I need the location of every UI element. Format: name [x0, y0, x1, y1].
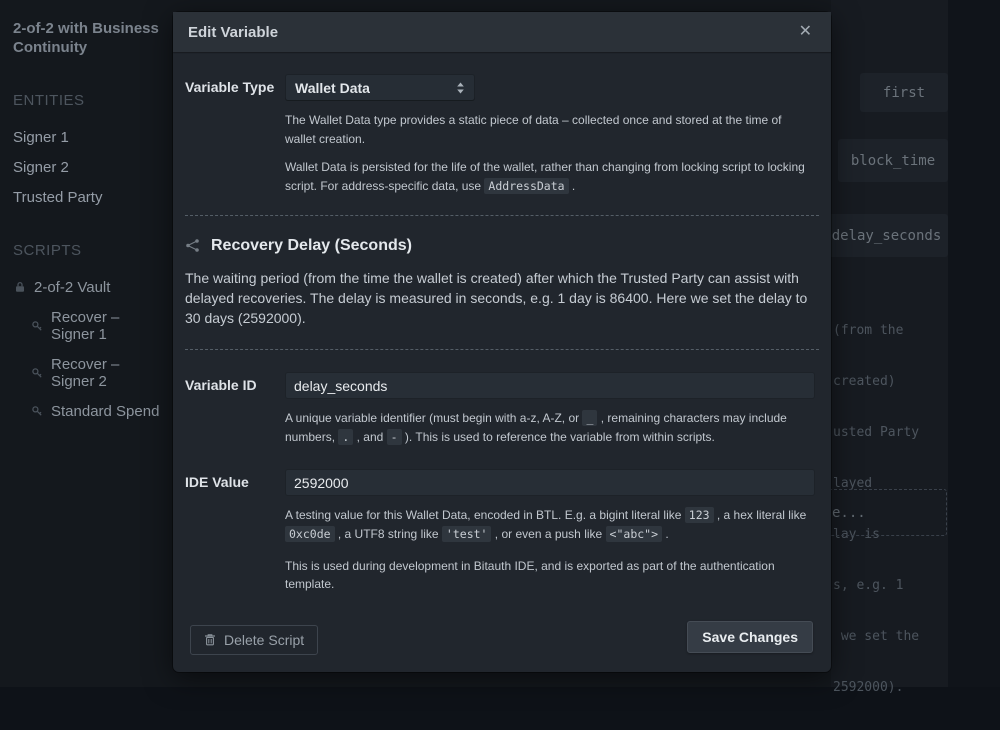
edit-variable-dialog [173, 12, 831, 672]
close-icon[interactable]: ✕ [795, 20, 816, 44]
entities-section-header: ENTITIES [13, 91, 85, 109]
section-divider-bottom [185, 349, 819, 350]
add-item-dashed-placeholder[interactable]: e... [826, 489, 947, 536]
save-changes-label: Save Changes [702, 629, 798, 645]
inline-code-addressdata: AddressData [484, 178, 568, 194]
sidebar-item-signer-2[interactable]: Signer 2 [13, 158, 69, 176]
variable-chip-first[interactable]: first [860, 73, 948, 112]
inline-code-push-abc: <"abc"> [606, 526, 662, 542]
double-caret-icon [454, 81, 467, 95]
scripts-section-header: SCRIPTS [13, 241, 82, 259]
ide-value-input[interactable] [285, 469, 815, 496]
key-icon [30, 319, 43, 332]
lock-icon [13, 281, 26, 294]
variable-id-row [185, 372, 819, 447]
variable-type-label: Variable Type [185, 79, 275, 95]
variable-id-input[interactable] [285, 372, 815, 399]
sidebar-item-standard-spend[interactable]: Standard Spend [13, 403, 160, 420]
sidebar-item-2of2-vault[interactable]: 2-of-2 Vault [13, 279, 160, 296]
recovery-delay-description: The waiting period (from the time the wallet is created) after which the Trusted Party can assist with delayed recoveries. The delay is measured in seconds, e.g. 1 day is 86400. Here we set the delay to 30 days (2592000). [185, 269, 808, 327]
dialog-footer [687, 621, 813, 653]
key-icon [30, 366, 43, 379]
ide-value-help: A testing value for this Wallet Data, encoded in BTL. E.g. a bigint literal like 123 , a hex literal like 0xc0de , a UTF8 string like 'test' , or even a push like <"abc"> . [285, 508, 807, 541]
sidebar-item-recover-signer-2[interactable]: Recover – Signer 2 [13, 356, 160, 390]
variable-chip-block-time[interactable]: block_time [838, 139, 948, 182]
variable-type-selected-value: Wallet Data [295, 79, 370, 96]
sidebar [0, 0, 173, 687]
sidebar-item-recover-signer-1[interactable]: Recover – Signer 1 [13, 309, 160, 343]
delete-script-label: Delete Script [224, 631, 305, 648]
ide-value-row [185, 469, 819, 594]
variable-share-icon [185, 238, 200, 253]
sidebar-item-trusted-party[interactable]: Trusted Party [13, 188, 103, 206]
dialog-body [173, 52, 831, 672]
dialog-title: Edit Variable [188, 23, 279, 41]
script-editor-comment-text: (from the created) usted Party layed lay is s, e.g. 1 we set the 2592000). [833, 323, 920, 695]
variable-type-select[interactable] [285, 74, 475, 101]
scripts-list [13, 279, 160, 420]
inline-code-underscore: _ [582, 410, 597, 426]
sidebar-item-signer-1[interactable]: Signer 1 [13, 128, 69, 146]
delete-script-button[interactable] [190, 625, 318, 655]
inline-code-dash: - [387, 429, 402, 445]
inline-code-dot: . [338, 429, 353, 445]
dialog-header [173, 12, 831, 52]
variable-type-description-2: Wallet Data is persisted for the life of the wallet, rather than changing from locking script to locking script. For address-specific data, use AddressData . [285, 160, 805, 193]
background-panel-edge [948, 0, 1000, 687]
ide-value-note: This is used during development in Bitauth IDE, and is exported as part of the authentication template. [285, 558, 775, 592]
section-divider-top [185, 215, 819, 216]
key-icon [30, 405, 43, 418]
recovery-delay-heading [185, 237, 819, 255]
variable-type-row [185, 74, 819, 196]
variable-id-help: A unique variable identifier (must begin with a-z, A-Z, or _ , remaining characters may include numbers, . , and - ). This is used to reference the variable from within scripts. [285, 411, 787, 445]
variable-chip-delay-seconds[interactable]: delay_seconds [825, 214, 948, 257]
background-editor-panel [831, 0, 1000, 695]
recovery-delay-title: Recovery Delay (Seconds) [211, 236, 412, 254]
entities-list [13, 129, 160, 206]
inline-code-123: 123 [685, 507, 714, 523]
variable-type-description-1: The Wallet Data type provides a static piece of data – collected once and stored at the time of wallet creation. [285, 113, 782, 146]
trash-icon [204, 633, 216, 646]
inline-code-0xc0de: 0xc0de [285, 526, 335, 542]
wallet-template-title: 2-of-2 with Business Continuity [13, 20, 159, 56]
inline-code-test: 'test' [442, 526, 492, 542]
save-changes-button[interactable] [687, 621, 813, 653]
ide-value-label: IDE Value [185, 474, 249, 491]
variable-id-label: Variable ID [185, 377, 257, 394]
